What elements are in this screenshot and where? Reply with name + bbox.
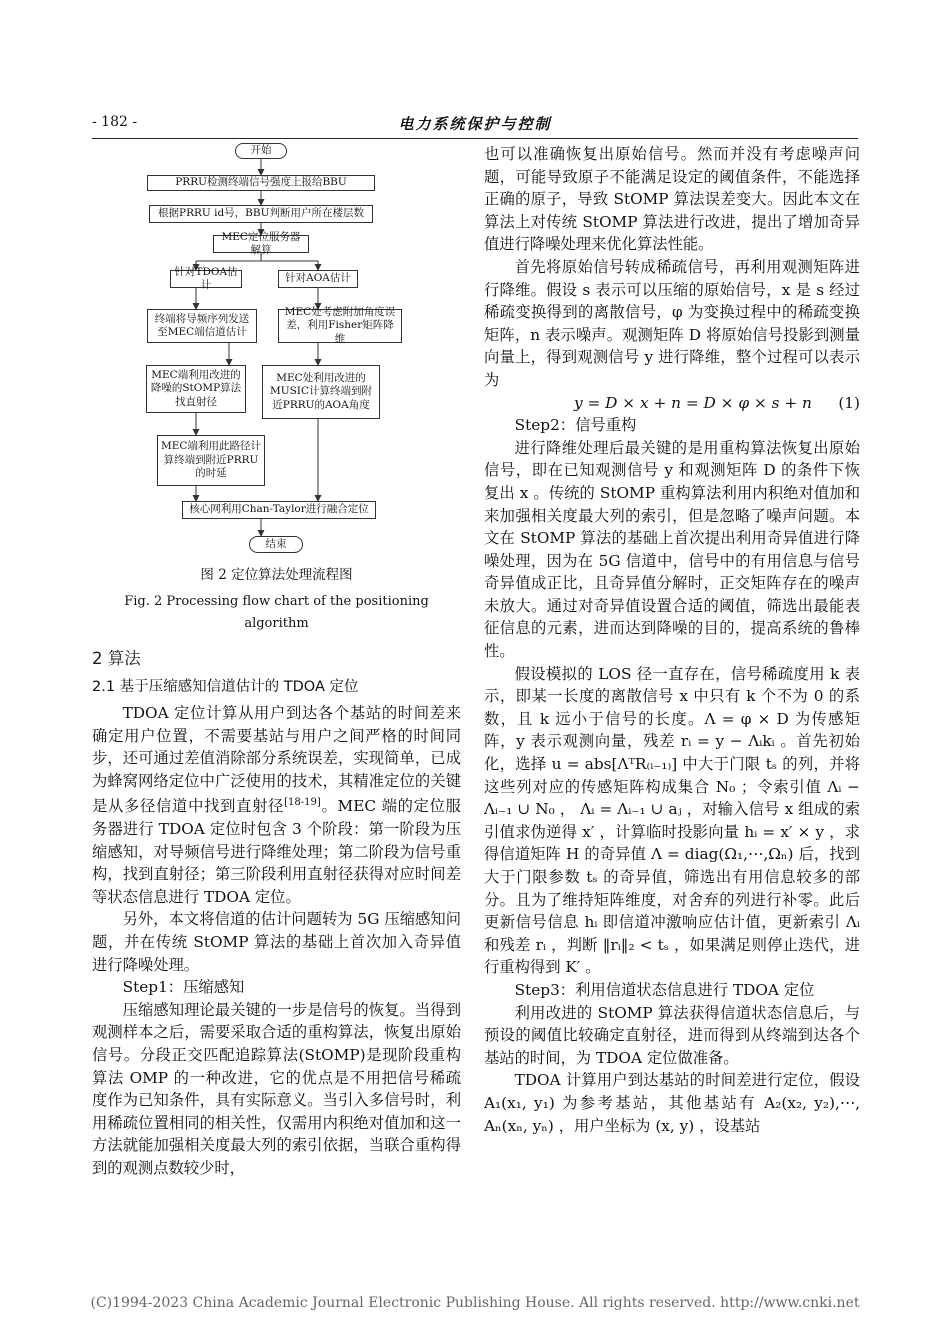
journal-title: 电力系统保护与控制 (398, 115, 552, 133)
right-column (484, 143, 860, 1137)
equation-1-number: (1) (838, 393, 860, 412)
flow-start: 开始 (235, 143, 287, 159)
left-column (92, 143, 461, 1180)
paragraph-tdoa-intro-text: TDOA 定位计算从用户到达各个基站的时间差来确定用户位置，不需要基站与用户之间严格的时间同步，还可通过差值消除部分系统误差，实现简单，已成为蜂窝网络定位中广泛使用的技术，其精准定位的关键是从多径信道中找到直射径 (92, 703, 461, 816)
paragraph-tdoa-intro-end: 。MEC 端的定位服务器进行 TDOA 定位时包含 3 个阶段：第一阶段为压缩感知，对导频信号进行降维处理；第二阶段为信号重构，找到直射径；第三阶段利用直射径获得对应时间差等状态信息进行 TDOA 定位。 (92, 797, 461, 906)
flow-bbu-floor: 根据PRRU id号，BBU判断用户所在楼层数 (149, 205, 373, 223)
subsection-title: 2.1 基于压缩感知信道估计的 TDOA 定位 (92, 679, 359, 696)
figure-caption-cn: 图 2 定位算法处理流程图 (200, 567, 353, 583)
paragraph-tdoa-calc: TDOA 计算用户到达基站的时间差进行定位，假设 A₁(x₁, y₁) 为参考基站，其他基站有 A₂(x₂, y₂),⋯, Aₙ(xₙ, yₙ) ，用户坐标为 (x, y) ，设基站 (484, 1071, 860, 1135)
paragraph-cs-theory: 压缩感知理论最关键的一步是信号的恢复。当得到观测样本之后，需要采取合适的重构算法，恢复出原始信号。分段正交匹配追踪算法(StOMP)是现阶段重构算法 OMP 的一种改进，它的优点是不用把信号稀疏度作为已知条件，具有实际意义。当引入多信号时，利用稀疏位置相同的相关性，仅需用内积绝对值加和这一方法就能加强相关度最大列的索引依据，当联合重构得到的观测点数较少时， (92, 1000, 461, 1177)
step2-heading: Step2：信号重构 (514, 416, 637, 435)
paragraph-noise-issue: 也可以准确恢复出原始信号。然而并没有考虑噪声问题，可能导致原子不能满足设定的阈值条件，不能选择正确的原子，导致 StOMP 算法误差变大。因此本文在算法上对传统 StOMP 算法进行改进，提出了增加奇异值进行降噪处理来优化算法性能。 (484, 145, 860, 254)
page-header (92, 112, 858, 139)
copyright-footer: (C)1994-2023 China Academic Journal Electronic Publishing House. All rights reserved. http://www.cnki.net (90, 1295, 860, 1311)
flow-chan-taylor: 核心网利用Chan-Taylor进行融合定位 (182, 501, 376, 519)
paragraph-5g-cs: 另外，本文将信道的估计问题转为 5G 压缩感知问题，并在传统 StOMP 算法的基础上首次加入奇异值进行降噪处理。 (92, 910, 461, 974)
flow-mec-resolve: MEC定位服务器解算 (213, 235, 309, 253)
flow-pilot-send: 终端将导频序列发送至MEC端信道估计 (147, 309, 257, 343)
equation-1-body: y = D × x + n = D × φ × s + n (574, 393, 812, 412)
paragraph-tdoa-intro (92, 702, 461, 908)
flow-prru-detect: PRRU检测终端信号强度上报给BBU (147, 175, 375, 191)
flow-stomp: MEC端利用改进的降噪的StOMP算法找直射径 (146, 365, 246, 413)
step3-heading: Step3：利用信道状态信息进行 TDOA 定位 (514, 980, 815, 999)
figure-caption-en: Fig. 2 Processing flow chart of the positioning algorithm (124, 593, 429, 632)
paragraph-reconstruction: 进行降维处理后最关键的是用重构算法恢复出原始信号，即在已知观测信号 y 和观测矩阵 D 的条件下恢复出 x 。传统的 StOMP 重构算法利用内积绝对值加和来加强相关度最大列的索引，但是忽略了噪声问题。本文在 StOMP 算法的基础上首次提出利用奇异值进行降噪处理，因为在 5G 信道中，信号中的有用信息与信号奇异值成正比，且奇异值分解时，正交矩阵存在的噪声未放大。通过对奇异值设置合适的阈值，筛选出最能表征信息的元素，进而达到降噪的目的，提高系统的鲁棒性。 (484, 438, 860, 661)
section-title: 2 算法 (92, 648, 141, 668)
paragraph-sparse-signal: 首先将原始信号转成稀疏信号，再利用观测矩阵进行降维。假设 s 表示可以压缩的原始信号，x 是 s 经过稀疏变换得到的离散信号，φ 为变换过程中的稀疏变换矩阵，n 表示噪声。观测矩阵 D 将原始信号投影到测量向量上，得到观测信号 y 进行降维，整个过程可以表示为 (484, 257, 860, 389)
flow-fisher: MEC处考虑附加角度误差，利用Fisher矩阵降维 (278, 309, 402, 343)
flow-end: 结束 (249, 536, 303, 553)
paragraph-csi-tdoa: 利用改进的 StOMP 算法获得信道状态信息后，与预设的阈值比较确定直射径，进而得到从终端到达各个基站的时间，为 TDOA 定位做准备。 (484, 1003, 860, 1067)
flowchart (92, 143, 461, 561)
paragraph-los-algorithm: 假设模拟的 LOS 径一直存在，信号稀疏度用 k 表示，即某一长度的离散信号 x 中只有 k 个不为 0 的系数，且 k 远小于信号的长度。Λ = φ × D 为传感矩阵，y 表示观测向量，残差 rᵢ = y − Λᵢkᵢ 。首先初始化，选择 u = abs[ΛᵀR₍ᵢ₋₁₎] 中大于门限 tₛ 的列，并将这些列对应的传感矩阵构成集合 N₀ ；令索引值 Λᵢ − Λᵢ₋₁ ∪ N₀ ， Λᵢ = Λᵢ₋₁ ∪ aⱼ ，对输入信号 x 组成的索引值求伪逆得 x′ ，计算临时投影向量 hᵢ = x′ × y ，求得信道矩阵 H 的奇异值 Λ = diag(Ω₁,⋯,Ωₙ) 后，找到大于门限参数 tₛ 的奇异值，筛选出有用信息较多的部分。且为了维持矩阵维度，对舍弃的列进行补零。此后更新信号信息 hᵢ 即信道冲激响应估计值，更新索引 Λᵢ 和残差 rᵢ ，判断 ‖rᵢ‖₂ < tₛ ，如果满足则停止迭代，进行重构得到 K′ 。 (484, 664, 860, 977)
equation-1 (484, 392, 860, 415)
page-number: - 182 - (92, 114, 138, 130)
citation-18-19: [18-19] (284, 797, 321, 809)
flow-aoa-branch: 针对AOA估计 (278, 270, 358, 288)
flow-timedelay: MEC端利用此路径计算终端到附近PRRU的时延 (157, 435, 265, 486)
step1-heading: Step1：压缩感知 (122, 978, 245, 997)
flow-tdoa-branch: 针对TDOA估计 (170, 270, 242, 288)
flow-music: MEC处利用改进的MUSIC计算终端到附近PRRU的AOA角度 (262, 365, 380, 419)
